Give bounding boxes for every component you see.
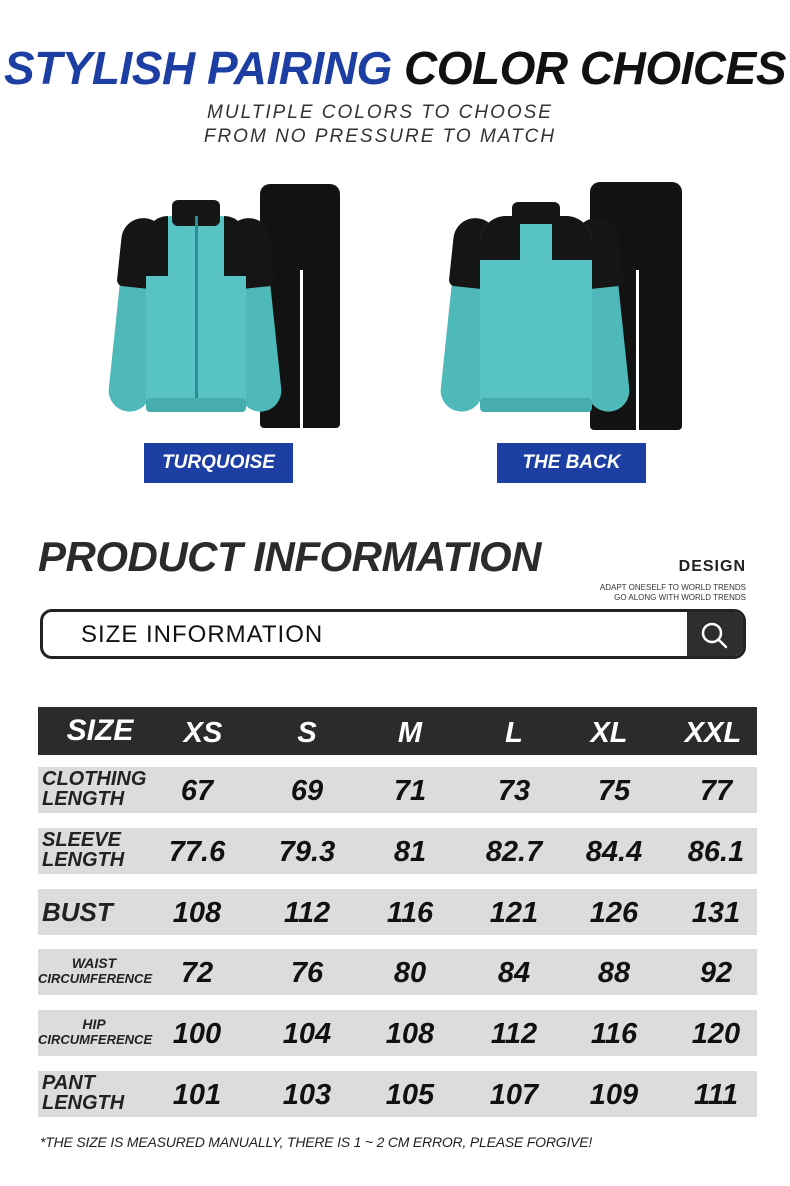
row-label [38, 955, 153, 987]
design-title: DESIGN [678, 558, 746, 575]
row-label-line-1: WAIST [71, 955, 117, 971]
table-cell: 84 [497, 957, 531, 989]
table-cell: 126 [589, 897, 639, 929]
table-cell: 86.1 [687, 836, 745, 868]
table-cell: 77 [699, 775, 733, 807]
subtitle-line-1: MULTIPLE COLORS TO CHOOSE [207, 102, 553, 123]
design-line-1: ADAPT ONESELF TO WORLD TRENDS [599, 583, 746, 592]
table-header-s: S [297, 717, 317, 749]
table-header-xxl: XXL [684, 717, 742, 749]
row-label [42, 1073, 160, 1113]
table-cell: 121 [489, 897, 539, 929]
table-cell: 92 [699, 957, 733, 989]
row-label-line-2: CIRCUMFERENCE [38, 1032, 153, 1047]
table-cell: 72 [180, 957, 214, 989]
table-cell: 103 [282, 1079, 332, 1111]
table-cell: 111 [693, 1079, 739, 1111]
table-cell: 131 [691, 897, 741, 929]
product-image-back [440, 180, 690, 430]
table-cell: 101 [172, 1079, 222, 1111]
row-label [42, 769, 160, 809]
size-search-bar[interactable] [40, 609, 746, 659]
row-label-line-1: SLEEVE [42, 829, 121, 851]
table-cell: 104 [282, 1018, 332, 1050]
row-label-line-2: LENGTH [42, 1092, 125, 1114]
search-label: SIZE INFORMATION [81, 621, 324, 648]
row-label [38, 1016, 153, 1048]
table-cell: 109 [589, 1079, 639, 1111]
table-cell: 77.6 [168, 836, 226, 868]
row-label-line-2: CIRCUMFERENCE [38, 971, 153, 986]
table-cell: 116 [386, 897, 434, 929]
table-cell: 107 [489, 1079, 539, 1111]
table-cell: 81 [393, 836, 427, 868]
row-label-line-1: PANT [42, 1072, 95, 1094]
design-subtitle [600, 583, 746, 603]
row-label-line-2: LENGTH [42, 788, 125, 810]
table-cell: 67 [180, 775, 214, 807]
table-header-size: SIZE [66, 714, 134, 747]
footnote: *THE SIZE IS MEASURED MANUALLY, THERE IS 1 ~ 2 CM ERROR, PLEASE FORGIVE! [40, 1134, 593, 1150]
table-cell: 76 [290, 957, 324, 989]
table-cell: 112 [283, 897, 331, 929]
table-cell: 108 [385, 1018, 435, 1050]
table-cell: 75 [597, 775, 631, 807]
table-cell: 112 [490, 1018, 538, 1050]
row-label-line-1: CLOTHING [42, 768, 147, 790]
table-header-xs: XS [183, 717, 223, 749]
section-title: PRODUCT INFORMATION [38, 533, 542, 580]
product-image-front [110, 180, 350, 430]
table-cell: 100 [172, 1018, 222, 1050]
title-main: COLOR CHOICES [404, 42, 787, 94]
table-cell: 80 [393, 957, 427, 989]
row-label [42, 897, 160, 927]
search-button[interactable] [687, 612, 743, 658]
row-label [42, 830, 160, 870]
table-cell: 82.7 [485, 836, 543, 868]
table-cell: 88 [597, 957, 631, 989]
table-header-m: M [397, 717, 423, 749]
table-cell: 73 [497, 775, 531, 807]
table-cell: 116 [590, 1018, 638, 1050]
row-label-line-2: LENGTH [42, 849, 125, 871]
table-cell: 79.3 [278, 836, 336, 868]
row-label-line-1: BUST [42, 897, 113, 927]
product-label-back[interactable]: THE BACK [497, 443, 646, 483]
product-label-turquoise[interactable]: TURQUOISE [144, 443, 293, 483]
table-cell: 120 [691, 1018, 741, 1050]
table-cell: 105 [385, 1079, 435, 1111]
title-highlight: STYLISH PAIRING [3, 42, 392, 94]
design-line-2: GO ALONG WITH WORLD TRENDS [614, 593, 746, 602]
table-cell: 69 [290, 775, 324, 807]
search-icon [687, 612, 743, 658]
table-header-xl: XL [590, 717, 628, 749]
table-cell: 108 [172, 897, 222, 929]
table-cell: 71 [393, 775, 427, 807]
table-cell: 84.4 [585, 836, 643, 868]
subtitle-line-2: FROM NO PRESSURE TO MATCH [203, 126, 557, 147]
page-title [0, 40, 790, 96]
row-label-line-1: HIP [82, 1016, 106, 1032]
table-header-l: L [505, 717, 523, 749]
